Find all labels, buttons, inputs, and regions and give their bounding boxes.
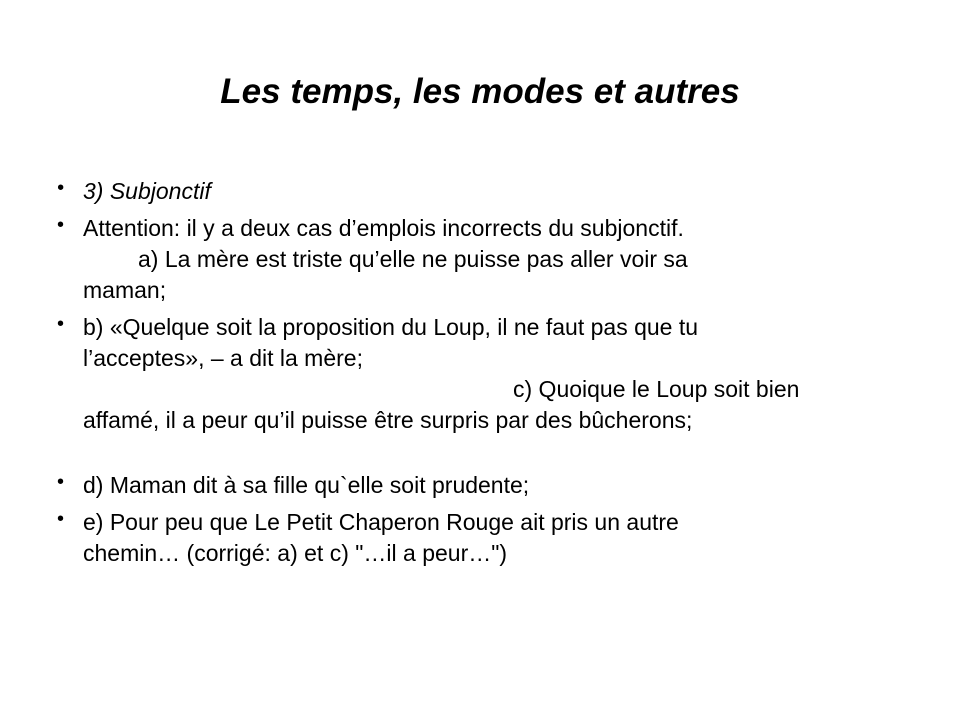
- slide-title: Les temps, les modes et autres: [220, 72, 740, 111]
- bullet-subjonctif: [57, 176, 877, 207]
- bullet-example-d: [57, 470, 877, 501]
- example-e-continuation: chemin… (corrigé: a) et c) "…il a peur…"): [83, 540, 508, 566]
- bullet-text: d) Maman dit à sa fille qu`elle soit prudente;: [83, 472, 530, 498]
- bullet-list: [57, 176, 877, 575]
- bullet-text: 3) Subjonctif: [83, 178, 211, 204]
- example-e-line: e) Pour peu que Le Petit Chaperon Rouge ait pris un autre: [83, 509, 679, 535]
- example-a-line: a) La mère est triste qu’elle ne puisse pas aller voir sa: [138, 246, 688, 272]
- example-c-continuation: affamé, il a peur qu’il puisse être surpris par des bûcherons;: [83, 407, 693, 433]
- example-b-continuation: l’acceptes», – a dit la mère;: [83, 345, 363, 371]
- bullet-line: Attention: il y a deux cas d’emplois incorrects du subjonctif.: [83, 215, 684, 241]
- bullet-example-b-c: [57, 312, 877, 436]
- bullet-attention: [57, 213, 877, 306]
- example-c-line: c) Quoique le Loup soit bien: [513, 376, 800, 402]
- example-b-line: b) «Quelque soit la proposition du Loup, il ne faut pas que tu: [83, 314, 699, 340]
- example-a-continuation: maman;: [83, 277, 167, 303]
- bullet-example-e: [57, 507, 877, 569]
